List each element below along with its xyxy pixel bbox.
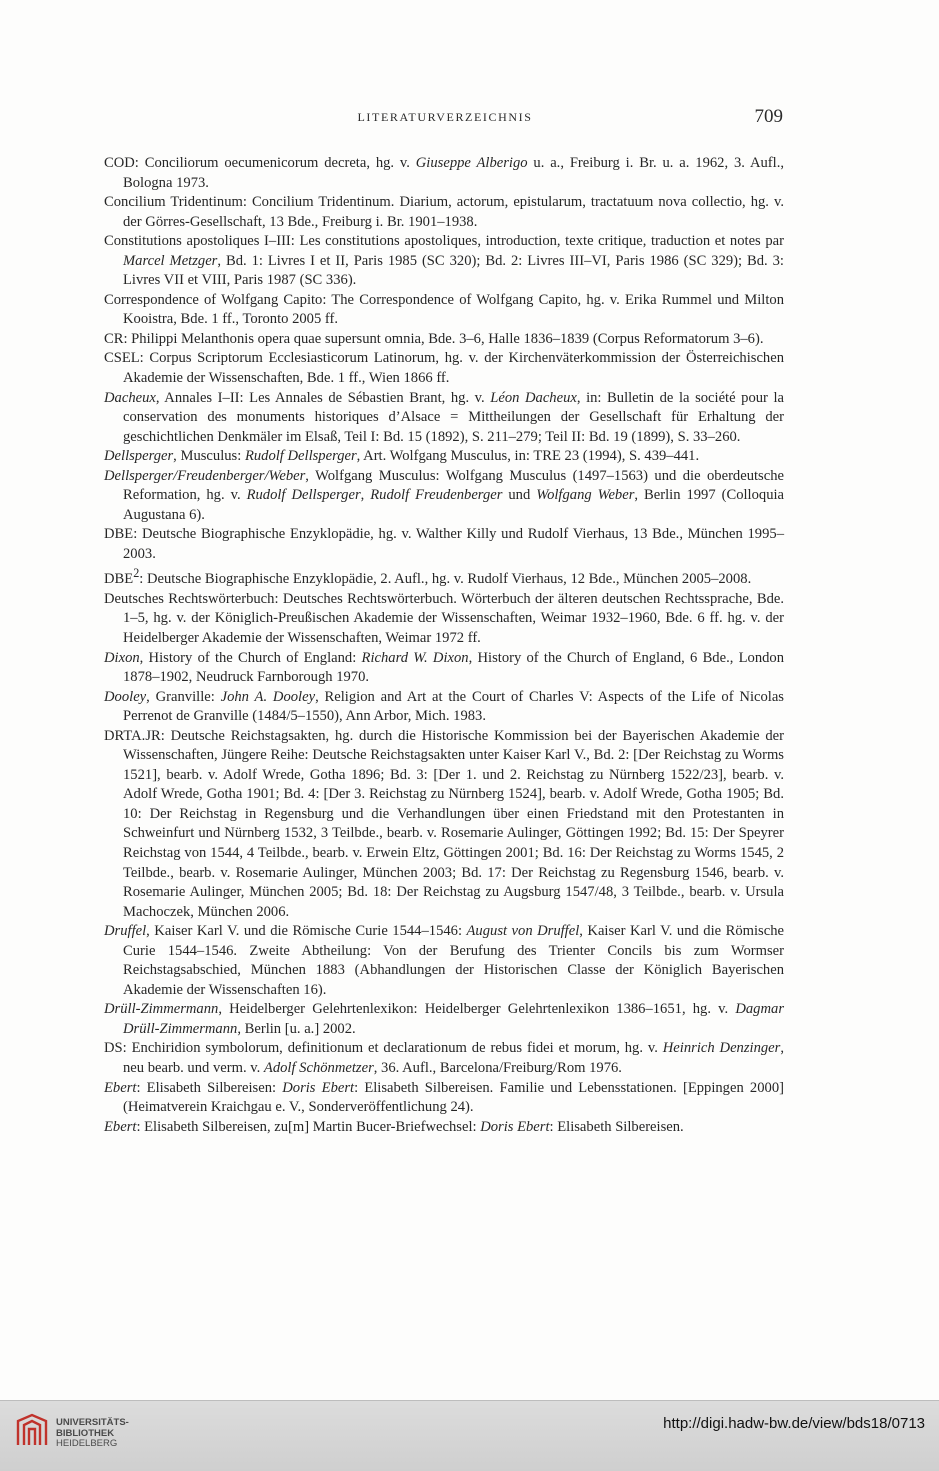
bibliography-entry: Dacheux, Annales I–II: Les Annales de Sébastien Brant, hg. v. Léon Dacheux, in: Bulletin de la société pour la conservation des monuments historiques d’Alsace = Mittheilungen der Gesellschaft für Erhaltung der geschichtlichen Denkmäler im Elsaß, Teil I: Bd. 15 (1892), S. 211–279; Teil II: Bd. 19 (1899), S. 33–260.: [104, 389, 784, 445]
logo-line-1: UNIVERSITÄTS-: [56, 1417, 129, 1428]
bibliography-entry: Dellsperger, Musculus: Rudolf Dellsperger, Art. Wolfgang Musculus, in: TRE 23 (1994), S. 439–441.: [104, 448, 700, 465]
page-number: 709: [754, 106, 783, 127]
bibliography-entry: DBE$^2$: Deutsche Biographische Enzyklopädie, 2. Aufl., hg. v. Rudolf Vierhaus, 12 Bde., München 2005–2008.: [104, 566, 752, 588]
source-url-link[interactable]: http://digi.hadw-bw.de/view/bds18/0713: [663, 1415, 925, 1432]
bibliography-entry: Dellsperger/Freudenberger/Weber, Wolfgang Musculus: Wolfgang Musculus (1497–1563) und die oberdeutsche Reformation, hg. v. Rudolf Dellsperger, Rudolf Freudenberger und Wolfgang Weber, Berlin 1997 (Colloquia Augustana 6).: [104, 467, 785, 523]
bibliography-entry: Dooley, Granville: John A. Dooley, Religion and Art at the Court of Charles V: Aspects of the Life of Nicolas Perrenot de Granville (1484/5–1550), Ann Arbor, Mich. 1983.: [104, 688, 784, 725]
bibliography-entry: DBE: Deutsche Biographische Enzyklopädie, hg. v. Walther Killy und Rudolf Vierhaus, 13 Bde., München 1995–2003.: [104, 526, 784, 562]
bibliography-list: [104, 154, 784, 1137]
bibliography-entry: COD: Conciliorum oecumenicorum decreta, hg. v. Giuseppe Alberigo u. a., Freiburg i. Br. u. a. 1962, 3. Aufl., Bologna 1973.: [104, 155, 784, 191]
logo-line-2: BIBLIOTHEK: [56, 1427, 115, 1439]
bibliography-entry: CSEL: Corpus Scriptorum Ecclesiasticorum Latinorum, hg. v. der Kirchenväterkommission der Österreichischen Akademie der Wissenschaften, Bde. 1 ff., Wien 1866 ff.: [104, 350, 784, 387]
bibliography-entry: Drüll-Zimmermann, Heidelberger Gelehrtenlexikon: Heidelberger Gelehrtenlexikon 1386–1651, hg. v. Dagmar Drüll-Zimmermann, Berlin [u. a.] 2002.: [104, 1001, 784, 1037]
bibliography-entry: Correspondence of Wolfgang Capito: The Correspondence of Wolfgang Capito, hg. v. Erika Rummel und Milton Kooistra, Bde. 1 ff., Toronto 2005 ff.: [104, 291, 784, 328]
library-logo-icon[interactable]: [12, 1411, 52, 1451]
bibliography-entry: Ebert: Elisabeth Silbereisen, zu[m] Martin Bucer-Briefwechsel: Doris Ebert: Elisabeth Silbereisen.: [104, 1118, 684, 1135]
bibliography-entry: Ebert: Elisabeth Silbereisen: Doris Ebert: Elisabeth Silbereisen. Familie und Lebensstationen. [Eppingen 2000] (Heimatverein Kraichgau e. V., Sonderveröffentlichung 24).: [104, 1079, 784, 1116]
bibliography-entry: DS: Enchiridion symbolorum, definitionum et declarationum de rebus fidei et morum, hg. v. Heinrich Denzinger, neu bearb. und verm. v. Adolf Schönmetzer, 36. Aufl., Barcelona/Freiburg/Rom 1976.: [104, 1040, 784, 1077]
bibliography-entry: Constitutions apostoliques I–III: Les constitutions apostoliques, introduction, texte critique, traduction et notes par Marcel Metzger, Bd. 1: Livres I et II, Paris 1985 (SC 320); Bd. 2: Livres III–VI, Paris 1986 (SC 329); Bd. 3: Livres VII et VIII, Paris 1987 (SC 336).: [104, 233, 784, 289]
bibliography-entry: CR: Philippi Melanthonis opera quae supersunt omnia, Bde. 3–6, Halle 1836–1839 (Corpus Reformatorum 3–6).: [104, 330, 764, 347]
bibliography-entry: Deutsches Rechtswörterbuch: Deutsches Rechtswörterbuch. Wörterbuch der älteren deutschen Rechtssprache, Bde. 1–5, hg. v. der Königlich-Preußischen Akademie der Wissenschaften, Weimar 1932–1960, Bde. 6 ff. hg. v. der Heidelberger Akademie der Wissenschaften, Weimar 1972 ff.: [104, 590, 784, 646]
bibliography-entry: Dixon, History of the Church of England: Richard W. Dixon, History of the Church of England, 6 Bde., London 1878–1902, Neudruck Farnborough 1970.: [104, 649, 785, 686]
library-logo-text[interactable]: [56, 1418, 129, 1450]
bibliography-entry: DRTA.JR: Deutsche Reichstagsakten, hg. durch die Historische Kommission bei der Bayerischen Akademie der Wissenschaften, Jüngere Reihe: Deutsche Reichstagsakten unter Kaiser Karl V., Bd. 2: [Der Reichstag zu Worms 1521], bearb. v. Adolf Wrede, Gotha 1896; Bd. 3: [Der 1. und 2. Reichstag zu Nürnberg 1522/23], bearb. v. Adolf Wrede, Gotha 1901; Bd. 4: [Der 3. Reichstag zu Nürnberg 1524], bearb. v. Adolf Wrede, Gotha 1905; Bd. 10: Der Reichstag in Regensburg und die Verhandlungen über einen Friedstand mit den Protestanten in Schweinfurt und Nürnberg 1532, 3 Teilbde., bearb. v. Rosemarie Aulinger, Göttingen 1992; Bd. 15: Der Speyrer Reichstag von 1544, 4 Teilbde., bearb. v. Erwein Eltz, Göttingen 2001; Bd. 16: Der Reichstag zu Worms 1545, 2 Teilbde., bearb. v. Rosemarie Aulinger, München 2003; Bd. 17: Der Reichstag zu Regensburg 1546, bearb. v. Rosemarie Aulinger, München 2005; Bd. 18: Der Reichstag zu Augsburg 1547/48, 3 Teilbde., bearb. v. Ursula Machoczek, München 2006.: [104, 727, 784, 920]
bibliography-entry: Concilium Tridentinum: Concilium Tridentinum. Diarium, actorum, epistularum, tractatuum nova collectio, hg. v. der Görres-Gesellschaft, 13 Bde., Freiburg i. Br. 1901–1938.: [104, 194, 784, 230]
running-header: LITERATURVERZEICHNIS: [357, 110, 533, 124]
logo-line-3: HEIDELBERG: [56, 1438, 118, 1449]
bibliography-entry: Druffel, Kaiser Karl V. und die Römische Curie 1544–1546: August von Druffel, Kaiser Karl V. und die Römische Curie 1544–1546. Zweite Abtheilung: Von der Berufung des Trienter Concils bis zum Wormser Reichstagsabschied, München 1883 (Abhandlungen der Historischen Classe der Königlich Bayerischen Akademie der Wissenschaften 16).: [104, 923, 784, 998]
footer-bar: [0, 1400, 939, 1471]
